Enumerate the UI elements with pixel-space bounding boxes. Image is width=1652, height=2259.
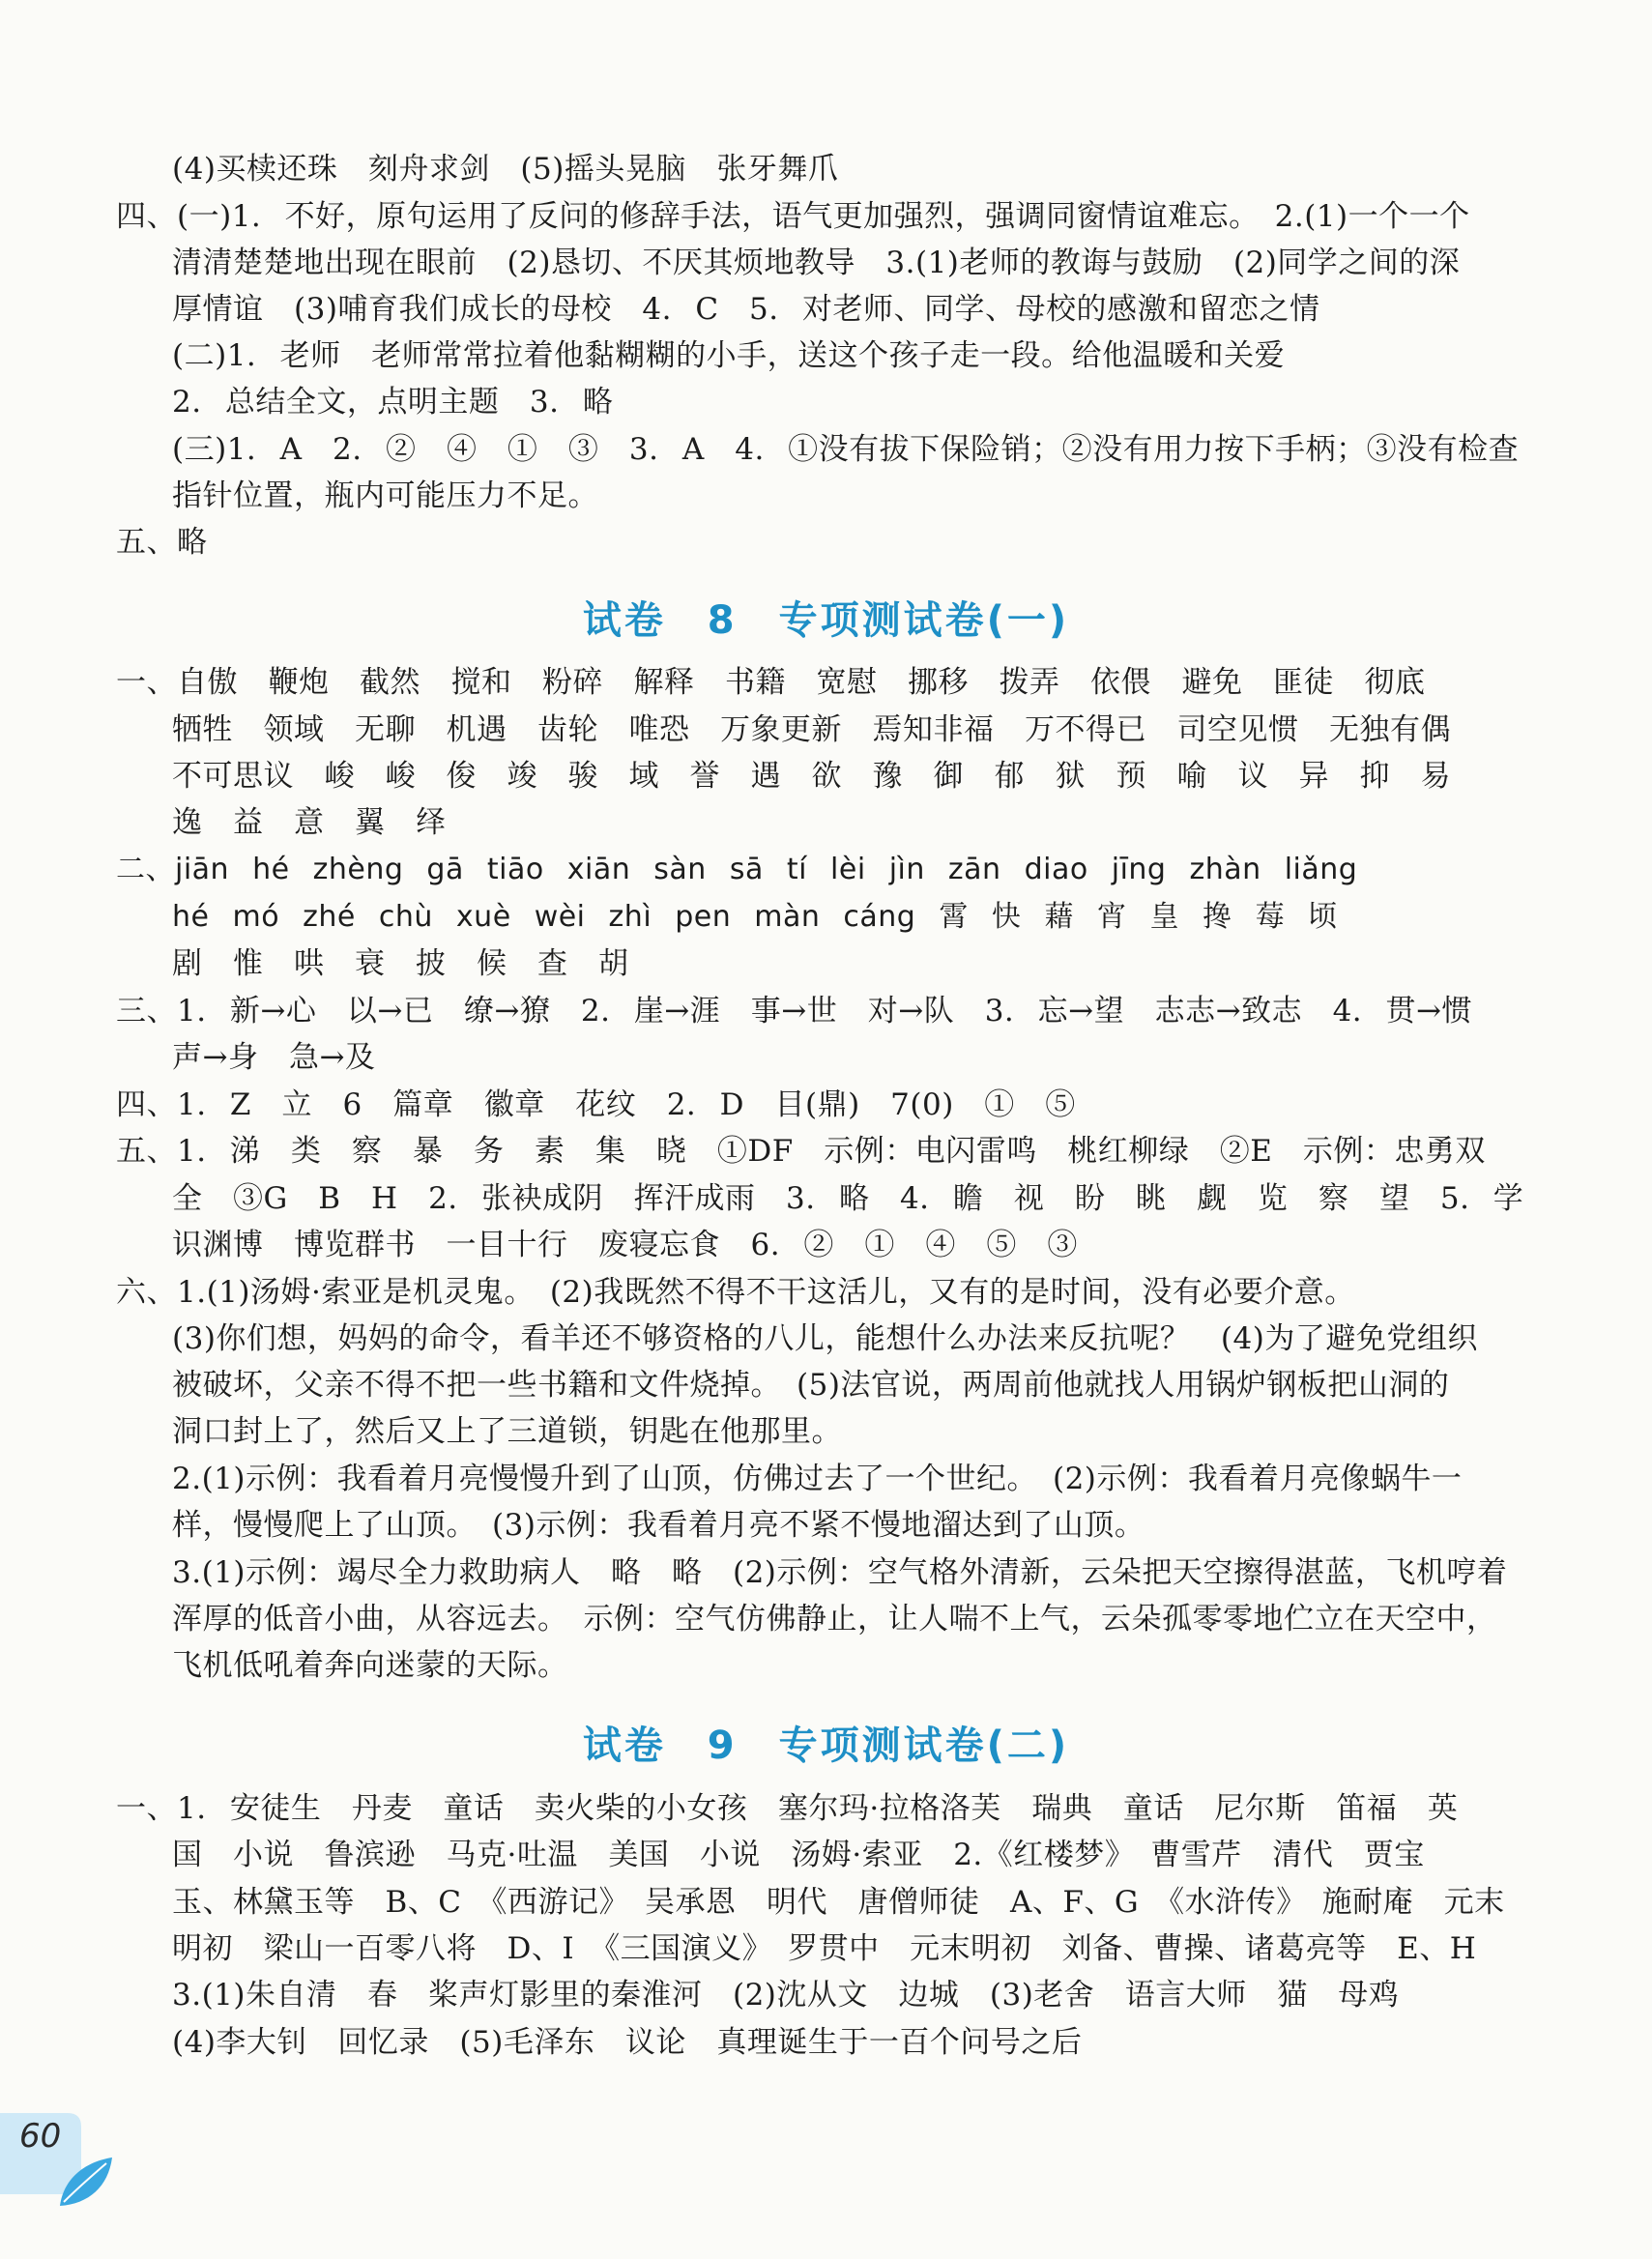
text-line: 飞机低吼着奔向迷蒙的天际。: [172, 1648, 568, 1683]
text-line: 玉、林黛玉等 B、C 《西游记》 吴承恩 明代 唐僧师徒 A、F、G 《水浒传》 施耐庵 元末: [172, 1885, 1505, 1920]
text-line: 样，慢慢爬上了山顶。 (3)示例：我看着月亮不紧不慢地溜达到了山顶。: [172, 1508, 1145, 1543]
text-line: 识渊博 博览群书 一目十行 废寝忘食 6. ② ① ④ ⑤ ③: [172, 1228, 1078, 1262]
text-line: (二)1. 老师 老师常常拉着他黏糊糊的小手，送这个孩子走一段。给他温暖和关爱: [172, 338, 1286, 373]
section-heading-test-8: 试卷 8 专项测试卷(一): [582, 598, 1070, 643]
text-line: 声→身 急→及: [172, 1040, 376, 1075]
text-line: 清清楚楚地出现在眼前 (2)恳切、不厌其烦地教导 3.(1)老师的教诲与鼓励 (2)同学之间的深: [172, 246, 1461, 280]
text-line: (三)1. A 2. ② ④ ① ③ 3. A 4. ①没有拔下保险销；②没有用力按下手柄；③没有检查: [172, 432, 1520, 467]
text-line: 一、1. 安徒生 丹麦 童话 卖火柴的小女孩 塞尔玛·拉格洛芙 瑞典 童话 尼尔斯 笛福 英: [116, 1791, 1459, 1826]
text-line: (4)李大钊 回忆录 (5)毛泽东 议论 真理诞生于一百个问号之后: [172, 2025, 1083, 2060]
text-line: 四、1. Z 立 6 篇章 徽章 花纹 2. D 目(鼎) 7(0) ① ⑤: [116, 1087, 1076, 1122]
text-line: 浑厚的低音小曲，从容远去。 示例：空气仿佛静止，让人喘不上气，云朵孤零零地伫立在天空中，: [172, 1602, 1497, 1636]
text-line: (3)你们想，妈妈的命令，看羊还不够资格的八儿，能想什么办法来反抗呢？ (4)为了避免党组织: [172, 1321, 1478, 1356]
text-line: 洞口封上了，然后又上了三道锁，钥匙在他那里。: [172, 1414, 842, 1449]
pinyin-line: hé mó zhé chù xuè wèi zhì pen màn cáng 霄 快 藉 宵 皇 搀 莓 顷: [172, 900, 1338, 934]
text-line: 国 小说 鲁滨逊 马克·吐温 美国 小说 汤姆·索亚 2.《红楼梦》 曹雪芹 清代 贾宝: [172, 1838, 1425, 1872]
section-heading-test-9: 试卷 9 专项测试卷(二): [582, 1723, 1070, 1768]
text-line: 四、(一)1. 不好，原句运用了反问的修辞手法，语气更加强烈，强调同窗情谊难忘。 2.(1)一个一个: [116, 199, 1470, 234]
text-line: 牺牲 领域 无聊 机遇 齿轮 唯恐 万象更新 焉知非福 万不得已 司空见惯 无独有偶: [172, 712, 1451, 747]
text-line: 厚情谊 (3)哺育我们成长的母校 4. C 5. 对老师、同学、母校的感激和留恋之情: [172, 292, 1320, 327]
text-line: (4)买椟还珠 刻舟求剑 (5)摇头晃脑 张牙舞爪: [172, 152, 839, 187]
text-line: 2. 总结全文，点明主题 3. 略: [172, 385, 614, 420]
text-line: 指针位置，瓶内可能压力不足。: [172, 478, 598, 513]
text-line: 五、1. 涕 类 察 暴 务 素 集 晓 ①DF 示例：电闪雷鸣 桃红柳绿 ②E 示例：忠勇双: [116, 1134, 1486, 1169]
text-line: 被破坏，父亲不得不把一些书籍和文件烧掉。 (5)法官说，两周前他就找人用锅炉钢板把山洞的: [172, 1368, 1450, 1403]
text-line: 全 ③G B H 2. 张袂成阴 挥汗成雨 3. 略 4. 瞻 视 盼 眺 觑 览 察 望 5. 学: [172, 1181, 1524, 1216]
text-line: 3.(1)示例：竭尽全力救助病人 略 略 (2)示例：空气格外清新，云朵把天空擦得湛蓝，飞机哼着: [172, 1555, 1508, 1590]
text-line: 2.(1)示例：我看着月亮慢慢升到了山顶，仿佛过去了一个世纪。 (2)示例：我看着月亮像蜗牛一: [172, 1462, 1463, 1496]
text-line: 剧 惟 哄 衰 披 候 查 胡: [172, 946, 629, 981]
text-line: 六、1.(1)汤姆·索亚是机灵鬼。 (2)我既然不得不干这活儿，又有的是时间，没有必要介意。: [116, 1275, 1355, 1310]
text-line: 不可思议 峻 峻 俊 竣 骏 域 誉 遇 欲 豫 御 郁 狱 预 喻 议 异 抑 易: [172, 759, 1451, 794]
text-line: 逸 益 意 翼 绎: [172, 805, 447, 840]
text-line: 3.(1)朱自清 春 桨声灯影里的秦淮河 (2)沈从文 边城 (3)老舍 语言大师 猫 母鸡: [172, 1978, 1400, 2013]
text-line: 一、自傲 鞭炮 截然 搅和 粉碎 解释 书籍 宽慰 挪移 拨弄 依偎 避免 匪徒 彻底: [116, 665, 1426, 700]
text-line: 明初 梁山一百零八将 D、I 《三国演义》 罗贯中 元末明初 刘备、曹操、诸葛亮等 E、H: [172, 1931, 1477, 1966]
text-line: 五、略: [116, 525, 208, 560]
pinyin-line: 二、jiān hé zhèng gā tiāo xiān sàn sā tí lèi jìn zān diao jīng zhàn liǎng: [116, 853, 1358, 886]
text-line: 三、1. 新→心 以→已 缭→獠 2. 崖→涯 事→世 对→队 3. 忘→望 志志→致志 4. 贯→惯: [116, 994, 1472, 1028]
page-number: 60: [19, 2117, 62, 2156]
